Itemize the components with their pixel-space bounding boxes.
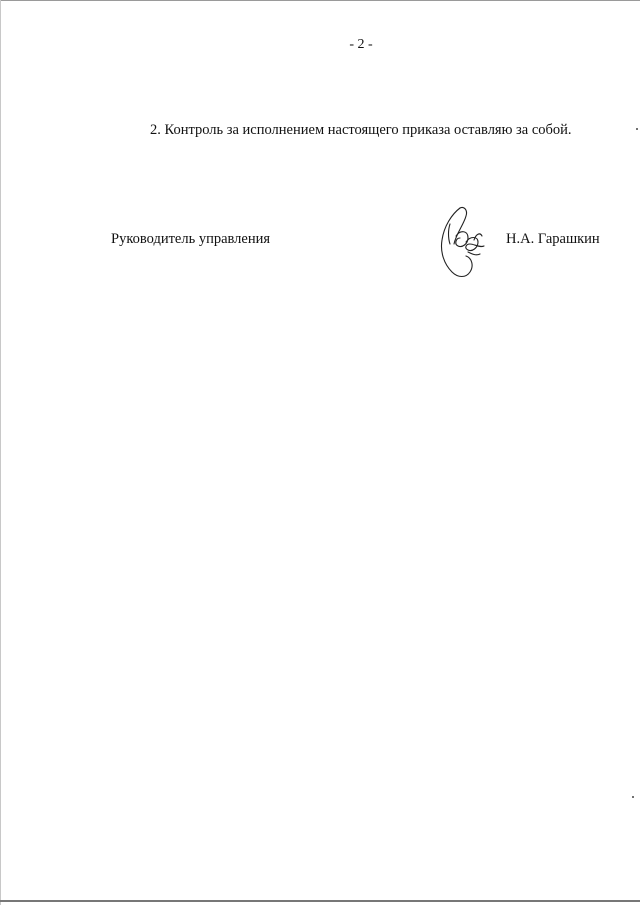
handwritten-signature (430, 200, 490, 282)
scan-speck (632, 796, 634, 798)
scan-edge-top (0, 0, 640, 1)
scan-edge-bottom (0, 900, 640, 902)
scan-speck (636, 128, 638, 130)
signer-name: Н.А. Гарашкин (506, 231, 600, 247)
control-paragraph: 2. Контроль за исполнением настоящего приказа оставляю за собой. (150, 122, 572, 138)
scan-edge-left (0, 0, 1, 905)
signer-position: Руководитель управления (111, 231, 271, 247)
page-number: - 2 - (349, 37, 373, 52)
